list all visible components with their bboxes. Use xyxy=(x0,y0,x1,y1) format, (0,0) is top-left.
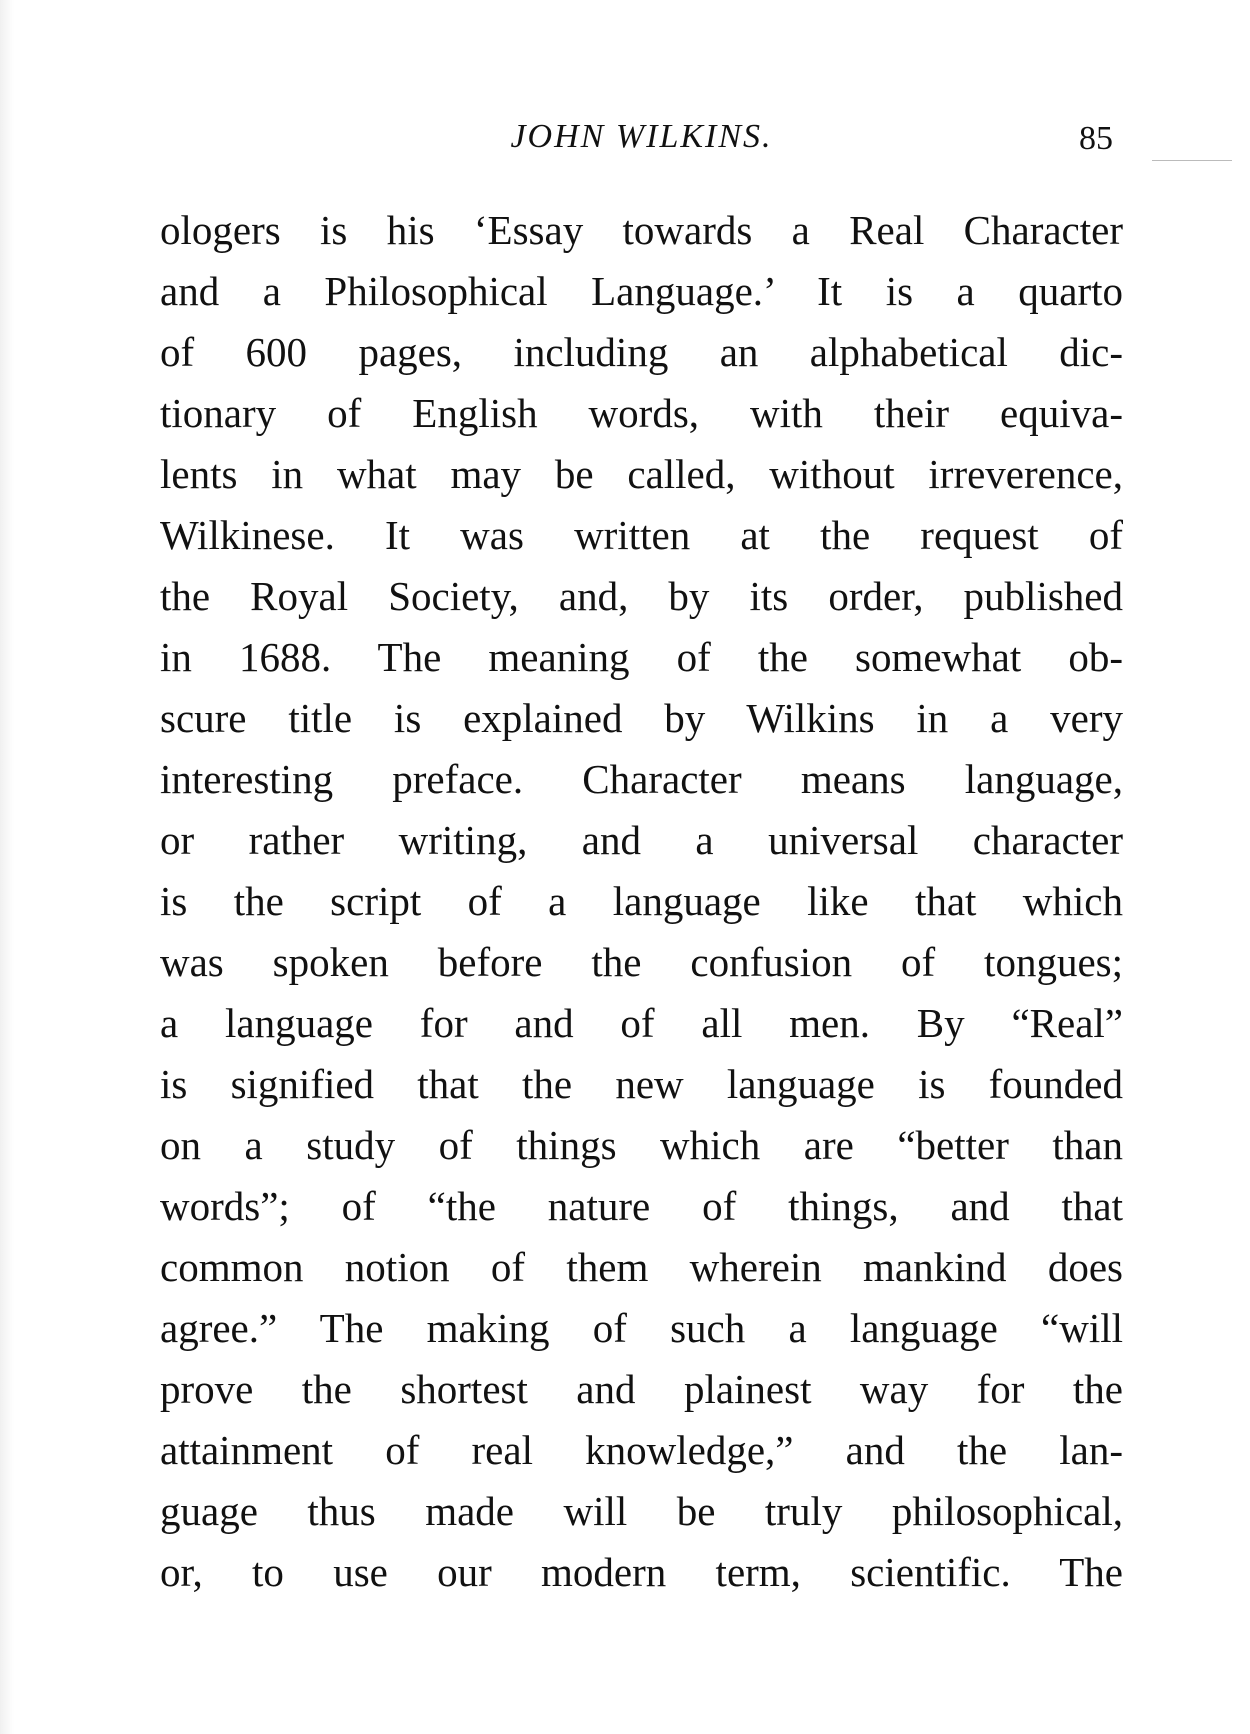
text-line: interesting preface. Character means language, xyxy=(160,756,1123,802)
text-line: was spoken before the confusion of tongues; xyxy=(160,939,1123,985)
text-line: and a Philosophical Language.’ It is a quarto xyxy=(160,268,1123,314)
text-line: is signified that the new language is founded xyxy=(160,1061,1123,1107)
text-line: agree.” The making of such a language “will xyxy=(160,1305,1123,1351)
text-line: guage thus made will be truly philosophical, xyxy=(160,1488,1123,1534)
text-line: the Royal Society, and, by its order, published xyxy=(160,573,1123,619)
text-line: or, to use our modern term, scientific. The xyxy=(160,1549,1123,1595)
text-line: tionary of English words, with their equiva- xyxy=(160,390,1123,436)
page-edge-shadow xyxy=(0,0,14,1734)
scan-edge-mark xyxy=(1152,160,1232,161)
text-line: ologers is his ‘Essay towards a Real Character xyxy=(160,207,1123,253)
text-line: of 600 pages, including an alphabetical dic- xyxy=(160,329,1123,375)
body-text xyxy=(160,200,1123,1603)
text-line: prove the shortest and plainest way for the xyxy=(160,1366,1123,1412)
text-line: lents in what may be called, without irreverence, xyxy=(160,451,1123,497)
text-line: on a study of things which are “better than xyxy=(160,1122,1123,1168)
text-line: a language for and of all men. By “Real” xyxy=(160,1000,1123,1046)
page-number: 85 xyxy=(1079,120,1113,157)
running-head xyxy=(160,112,1123,162)
text-line: in 1688. The meaning of the somewhat ob- xyxy=(160,634,1123,680)
text-line: common notion of them wherein mankind does xyxy=(160,1244,1123,1290)
text-line: words”; of “the nature of things, and that xyxy=(160,1183,1123,1229)
text-line: is the script of a language like that which xyxy=(160,878,1123,924)
text-line: attainment of real knowledge,” and the lan- xyxy=(160,1427,1123,1473)
running-title: JOHN WILKINS. xyxy=(510,118,773,155)
text-line: scure title is explained by Wilkins in a very xyxy=(160,695,1123,741)
text-line: Wilkinese. It was written at the request of xyxy=(160,512,1123,558)
text-line: or rather writing, and a universal character xyxy=(160,817,1123,863)
